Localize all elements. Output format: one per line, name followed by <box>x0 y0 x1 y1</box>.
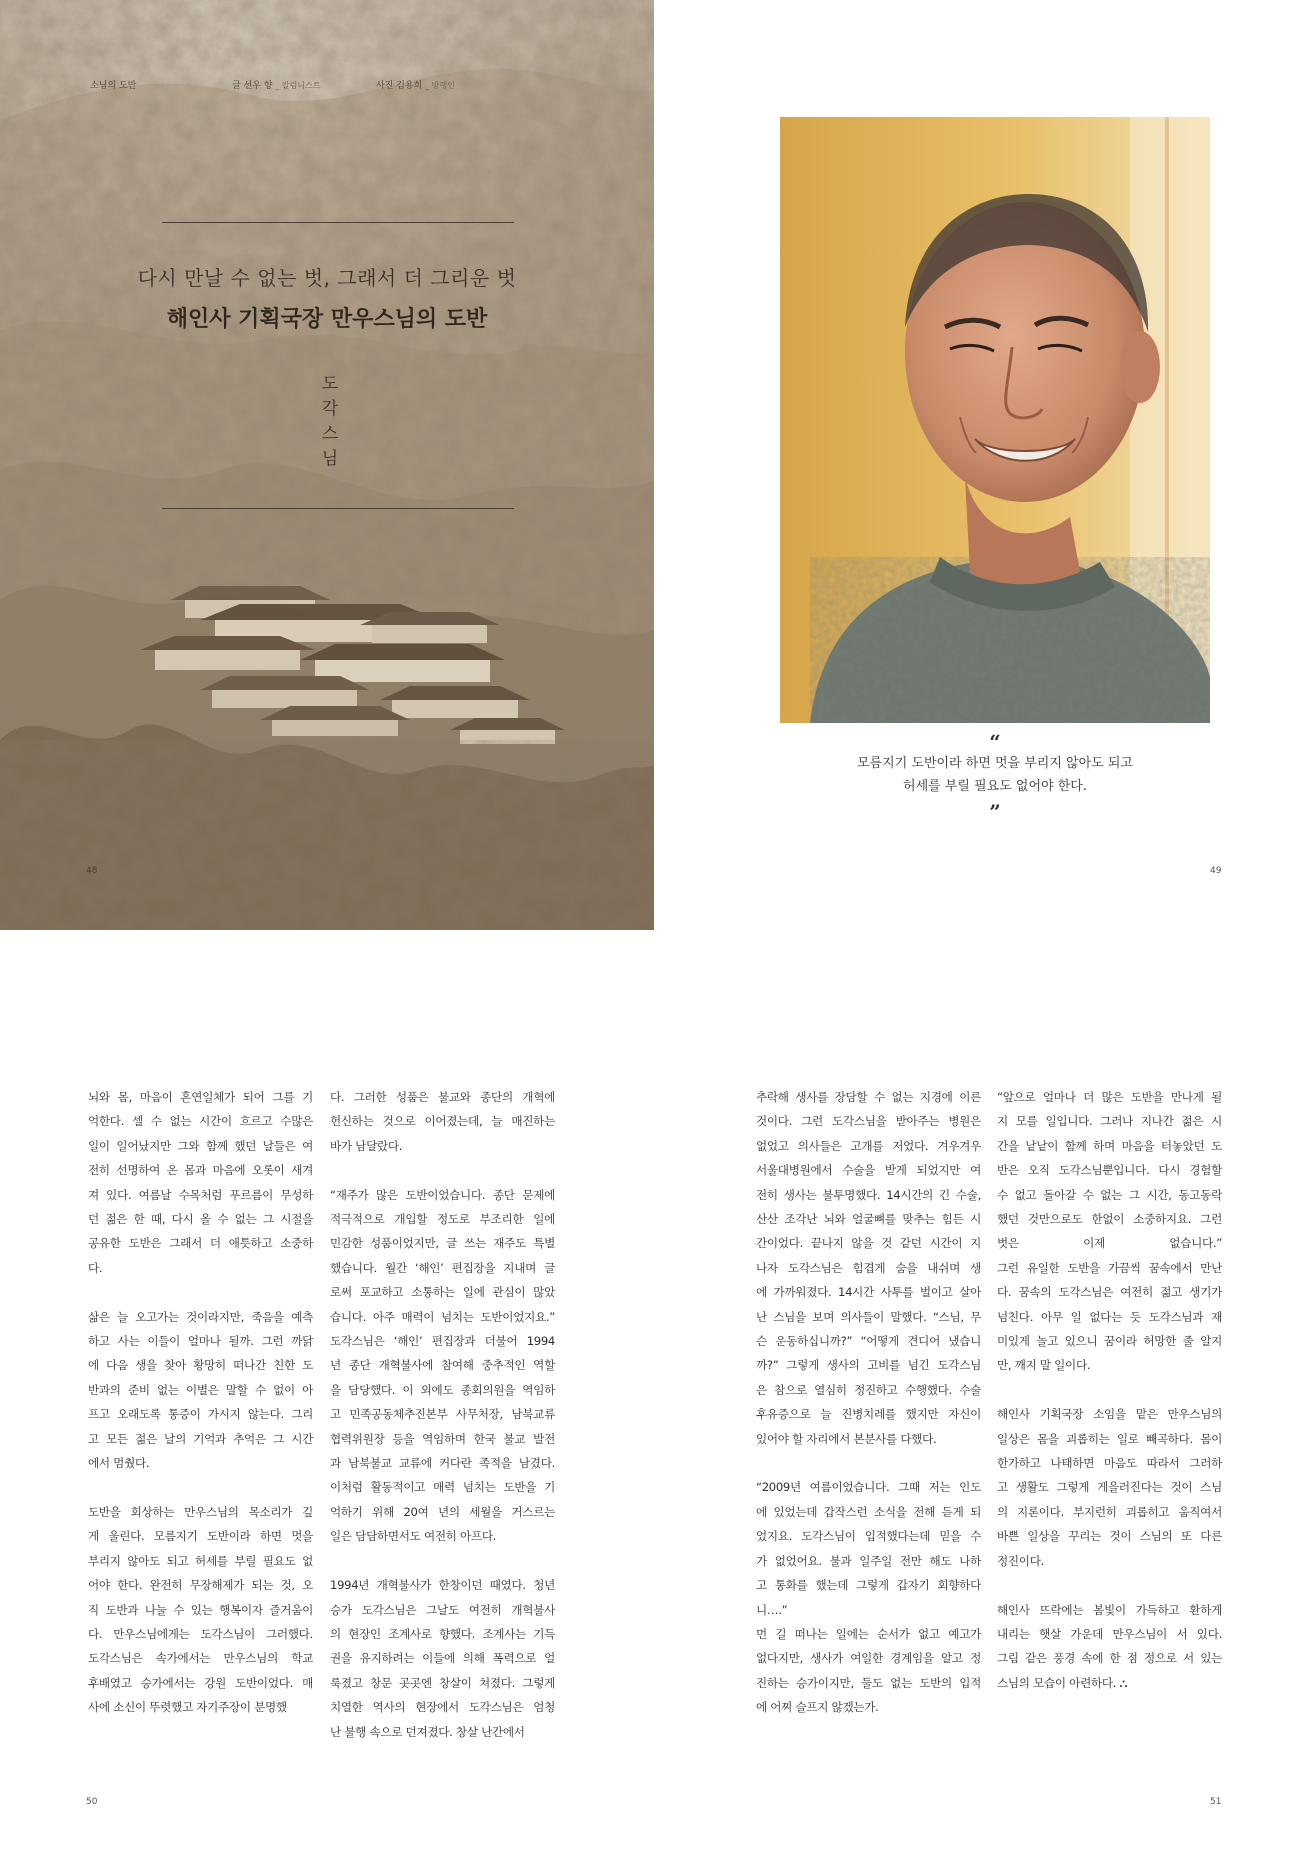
vertical-name <box>320 372 340 472</box>
text-line: 었지요. 도각스님이 입적했다는데 믿을 수 <box>756 1529 981 1544</box>
text-line: 난 스님을 보며 의사들이 말했다. “스님, 무 <box>756 1309 981 1324</box>
vertical-char: 스 <box>321 424 339 444</box>
text-line: 어야 한다. 완전히 무장해제가 되는 것, 오 <box>88 1578 313 1593</box>
text-line: 이처럼 활동적이고 매력 넘치는 도반을 기 <box>330 1480 555 1495</box>
text-line: 부리지 않아도 되고 허세를 부릴 필요도 없 <box>88 1553 313 1568</box>
text-line: 에 있었는데 갑작스런 소식을 전해 듣게 되 <box>756 1504 981 1519</box>
text-line: 전히 선명하여 온 몸과 마음에 오롯이 새겨 <box>88 1163 313 1178</box>
article-title: 해인사 기획국장 만우스님의 도반 <box>166 307 488 332</box>
text-line: 후배였고 승가에서는 강원 도반이었다. 매 <box>88 1675 313 1690</box>
text-line: 그림 같은 풍경 속에 한 점 정으로 서 있는 <box>997 1651 1222 1666</box>
text-line: 일상은 몸을 괴롭히는 일로 빼곡하다. 몸이 <box>997 1431 1222 1446</box>
text-line: 협력위원장 등을 역임하며 한국 불교 발전 <box>330 1431 555 1446</box>
text-line: 해인사 기획국장 소임을 맡은 만우스님의 <box>997 1407 1222 1422</box>
page-number-50: 50 <box>86 1797 98 1807</box>
photographer-role: _ 방행인 <box>425 81 455 90</box>
text-line: 나자 도각스님은 힘겹게 숨을 내쉬며 생 <box>756 1260 981 1275</box>
text-line: 해인사 뜨락에는 봄빛이 가득하고 환하게 <box>997 1602 1222 1617</box>
text-line: 먼 길 떠나는 일에는 순서가 없고 예고가 <box>756 1626 981 1641</box>
text-line: 던 젊은 한 때, 다시 올 수 없는 그 시절을 <box>88 1212 313 1227</box>
text-line: 에 어찌 슬프지 않겠는가. <box>756 1700 879 1715</box>
text-line: 뇌와 몸, 마음이 혼연일체가 되어 그를 기 <box>88 1090 313 1104</box>
photographer-credit <box>376 78 455 91</box>
text-line: 삶은 늘 오고가는 것이라지만, 죽음을 예측 <box>88 1309 313 1324</box>
paragraph <box>88 1305 313 1476</box>
text-line: 의 지론이다. 부지런히 괴롭히고 움직여서 <box>997 1504 1222 1519</box>
vertical-char: 각 <box>321 399 339 419</box>
text-line: 1994년 개혁불사가 한창이던 때였다. 청년 <box>330 1578 555 1593</box>
text-line: 난 불행 속으로 던져졌다. 창살 난간에서 <box>330 1724 525 1739</box>
text-line: 서울대병원에서 수술을 받게 되었지만 여 <box>756 1163 981 1178</box>
text-line: 일은 담담하면서도 여전히 아프다. <box>330 1529 497 1544</box>
text-line: 은 참으로 열심히 정진하고 수행했다. 수술 <box>756 1382 981 1397</box>
paragraph <box>756 1085 981 1451</box>
paragraph <box>997 1085 1222 1378</box>
text-line: 추락해 생사를 장담할 수 없는 지경에 이른 <box>756 1090 981 1104</box>
text-line: 도각스님은 속가에서는 만우스님의 학교 <box>88 1651 313 1666</box>
text-line: 후유증으로 늘 진병치레를 했지만 자신이 <box>756 1407 981 1422</box>
text-line: 있어야 할 자리에서 본분사를 다했다. <box>756 1431 937 1446</box>
text-line: 간이었다. 끝나지 않을 것 같던 시간이 지 <box>756 1236 981 1251</box>
writer-role: _ 칼럼니스트 <box>275 81 321 90</box>
article-subtitle: 다시 만날 수 없는 벗, 그래서 더 그리운 벗 <box>137 266 517 290</box>
text-line: 고 생활도 그렇게 게을러진다는 것이 스님 <box>997 1480 1222 1495</box>
pull-quote <box>780 752 1210 798</box>
text-line: 사에 소신이 뚜렷했고 자기주장이 분명했 <box>88 1700 287 1715</box>
text-line: 습니다. 아주 매력이 넘치는 도반이었지요.” <box>330 1309 555 1324</box>
page-number-49: 49 <box>1210 866 1222 876</box>
text-line: 일이 일어났지만 그와 함께 했던 날들은 여 <box>88 1138 313 1153</box>
text-line: 억하기 위해 20여 년의 세월을 거스르는 <box>330 1504 555 1519</box>
text-line: 없다지만, 생사가 여일한 경계임을 알고 정 <box>756 1651 981 1666</box>
text-line: 바쁜 일상을 꾸리는 것이 스님의 또 다른 <box>997 1529 1222 1544</box>
text-line: 스님의 모습이 아련하다. ⛬ <box>997 1675 1128 1690</box>
text-line: 것이다. 그런 도각스님을 받아주는 병원은 <box>756 1114 981 1129</box>
text-line: “재주가 많은 도반이었습니다. 종단 문제에 <box>330 1187 555 1202</box>
text-line: 까?” 그렇게 생사의 고비를 넘긴 도각스님 <box>756 1358 981 1373</box>
vertical-char: 도 <box>321 374 339 394</box>
text-line: 한가하고 나태하면 마음도 따라서 그러하 <box>997 1456 1222 1471</box>
text-line: 고 통화를 했는데 그렇게 갑자기 회향하다 <box>756 1578 981 1593</box>
text-line: 수 없고 돌아갈 수 없는 그 시간, 동고동락 <box>997 1187 1222 1202</box>
text-line: 에 가까워졌다. 14시간 사투를 벌이고 살아 <box>756 1285 981 1300</box>
writer-credit <box>232 78 321 91</box>
text-line: 과 남북불교 교류에 커다란 족적을 남겼다. <box>330 1456 555 1471</box>
text-line: 치열한 역사의 현장에서 도각스님은 엄청 <box>330 1700 555 1715</box>
text-line: 로써 포교하고 소통하는 일에 관심이 많았 <box>330 1285 555 1300</box>
section-label: 소님의 도반 <box>90 81 137 91</box>
text-line: 민감한 성품이었지만, 글 쓰는 재주도 특별 <box>330 1236 555 1251</box>
text-line: 산산 조각난 뇌와 얼굴뼈를 맞추는 힘든 시 <box>756 1212 981 1227</box>
paragraph <box>330 1573 555 1744</box>
title-rule-top <box>162 222 514 223</box>
pull-quote-line: 허세를 부릴 필요도 없어야 한다. <box>903 779 1087 794</box>
text-line: 룩졌고 창문 곳곳엔 창살이 쳐졌다. 그렇게 <box>330 1675 555 1690</box>
pull-quote-line: 모름지기 도반이라 하면 멋을 부리지 않아도 되고 <box>857 756 1133 771</box>
text-line: 그런 유일한 도반을 가끔씩 꿈속에서 만난 <box>997 1260 1222 1275</box>
photographer-name: 사진 김용희 <box>376 81 423 91</box>
text-line: 전히 생사는 불투명했다. 14시간의 긴 수술, <box>756 1187 981 1202</box>
paragraph <box>997 1598 1222 1696</box>
text-line: 반은 오직 도각스님뿐입니다. 다시 경험할 <box>997 1163 1222 1178</box>
text-line: 없었고 의사들은 고개를 저었다. 겨우겨우 <box>756 1138 981 1153</box>
text-line: 하고 사는 이들이 얼마나 될까. 그런 까닭 <box>88 1334 313 1349</box>
text-line: 내리는 햇살 가운데 만우스님이 서 있다. <box>997 1626 1222 1641</box>
title-rule-bottom <box>162 508 514 509</box>
text-line: 넘친다. 아무 일 없다는 듯 도각스님과 재 <box>997 1309 1222 1324</box>
vertical-char: 님 <box>321 449 339 469</box>
text-line: 적극적으로 개입할 정도로 부조리한 일에 <box>330 1212 555 1227</box>
article-column <box>756 1085 981 1720</box>
text-line: 억한다. 셀 수 없는 시간이 흐르고 수많은 <box>88 1114 313 1129</box>
quote-close-mark: ” <box>989 800 1001 824</box>
text-line: 했습니다. 월간 ‘해인’ 편집장을 지내며 글 <box>330 1260 555 1275</box>
text-line: 고 모든 젊은 날의 기억과 추억은 그 시간 <box>88 1431 313 1446</box>
text-line: 도반을 회상하는 만우스님의 목소리가 깊 <box>88 1504 313 1519</box>
text-line: 승가 도각스님은 그날도 여전히 개혁불사 <box>330 1602 555 1617</box>
text-line: 에 다음 생을 찾아 황망히 떠나간 친한 도 <box>88 1358 313 1373</box>
text-line: 지 모를 일입니다. 그러나 지나간 젊은 시 <box>997 1114 1222 1129</box>
paragraph <box>330 1183 555 1549</box>
text-line: 을 담당했다. 이 외에도 종회의원을 역임하 <box>330 1382 555 1397</box>
text-line: 간을 낱낱이 함께 하며 마음을 터놓았던 도 <box>997 1138 1222 1153</box>
text-line: 진하는 승가이지만, 둘도 없는 도반의 입적 <box>756 1675 981 1690</box>
text-line: 반과의 준비 없는 이별은 말할 수 없이 아 <box>88 1382 313 1397</box>
text-line: 바가 남달랐다. <box>330 1138 403 1153</box>
text-line: 가 없었어요. 불과 일주일 전만 해도 나하 <box>756 1553 981 1568</box>
text-line: 정진이다. <box>997 1553 1044 1568</box>
article-column <box>88 1085 313 1720</box>
text-line: 다. 그러한 성품은 불교와 종단의 개혁에 <box>330 1090 555 1104</box>
paragraph <box>88 1085 313 1280</box>
text-line: 의 현장인 조계사로 향했다. 조계사는 기득 <box>330 1626 555 1641</box>
text-line: 직 도반과 나눌 수 있는 행복이자 즐거움이 <box>88 1602 313 1617</box>
text-line: 다. 꿈속의 도각스님은 여전히 젊고 생기가 <box>997 1285 1222 1300</box>
paragraph <box>330 1085 555 1158</box>
landscape-photo-page <box>0 0 654 930</box>
text-line: 다. 만우스님에게는 도각스님이 그러했다. <box>88 1626 313 1641</box>
page-number-48: 48 <box>86 866 98 876</box>
paragraph <box>88 1500 313 1720</box>
text-line: 프고 오래도록 통증이 가시지 않는다. 그리 <box>88 1407 313 1422</box>
text-line: 만, 깨지 말 일이다. <box>997 1358 1091 1373</box>
page-number-51: 51 <box>1210 1797 1222 1807</box>
text-line: 슨 운동하십니까?” “어떻게 견디어 냈습니 <box>756 1334 981 1349</box>
article-column <box>330 1085 555 1744</box>
text-line: 게 울린다. 모름지기 도반이라 하면 멋을 <box>88 1529 313 1544</box>
paragraph <box>756 1475 981 1719</box>
text-line: 고 민족공동체추진본부 사무처장, 남북교류 <box>330 1407 555 1422</box>
article-column <box>997 1085 1222 1695</box>
paragraph <box>997 1402 1222 1573</box>
quote-open-mark: “ <box>989 730 1001 754</box>
text-line: “2009년 여름이었습니다. 그때 저는 인도 <box>756 1480 981 1495</box>
text-line: 미있게 놀고 있으니 꿈이라 허망한 줄 알지 <box>997 1334 1222 1349</box>
text-line: “앞으로 얼마나 더 많은 도반을 만나게 될 <box>997 1090 1222 1104</box>
text-line: 도각스님은 ‘해인’ 편집장과 더불어 1994 <box>330 1334 555 1349</box>
text-line: 져 있다. 여름날 수목처럼 푸르름이 무성하 <box>88 1187 313 1202</box>
text-line: 했던 것만으로도 한없이 소중하지요. 그런 <box>997 1212 1222 1227</box>
text-line: 헌신하는 것으로 이어졌는데, 늘 매진하는 <box>330 1114 555 1129</box>
text-line: 공유한 도반은 그래서 더 애틋하고 소중하 <box>88 1236 313 1251</box>
text-line: 다. <box>88 1260 103 1275</box>
text-line: 년 종단 개혁불사에 참여해 중추적인 역할 <box>330 1358 555 1373</box>
text-line: 권을 유지하려는 이들에 의해 폭력으로 얼 <box>330 1651 555 1666</box>
monk-portrait-photo <box>780 117 1210 723</box>
text-line: 니….” <box>756 1602 788 1617</box>
text-line: 벗은 이제 없습니다.” <box>997 1236 1222 1251</box>
text-line: 에서 멈췄다. <box>88 1456 150 1471</box>
writer-name: 글 선우 향 <box>232 81 273 91</box>
